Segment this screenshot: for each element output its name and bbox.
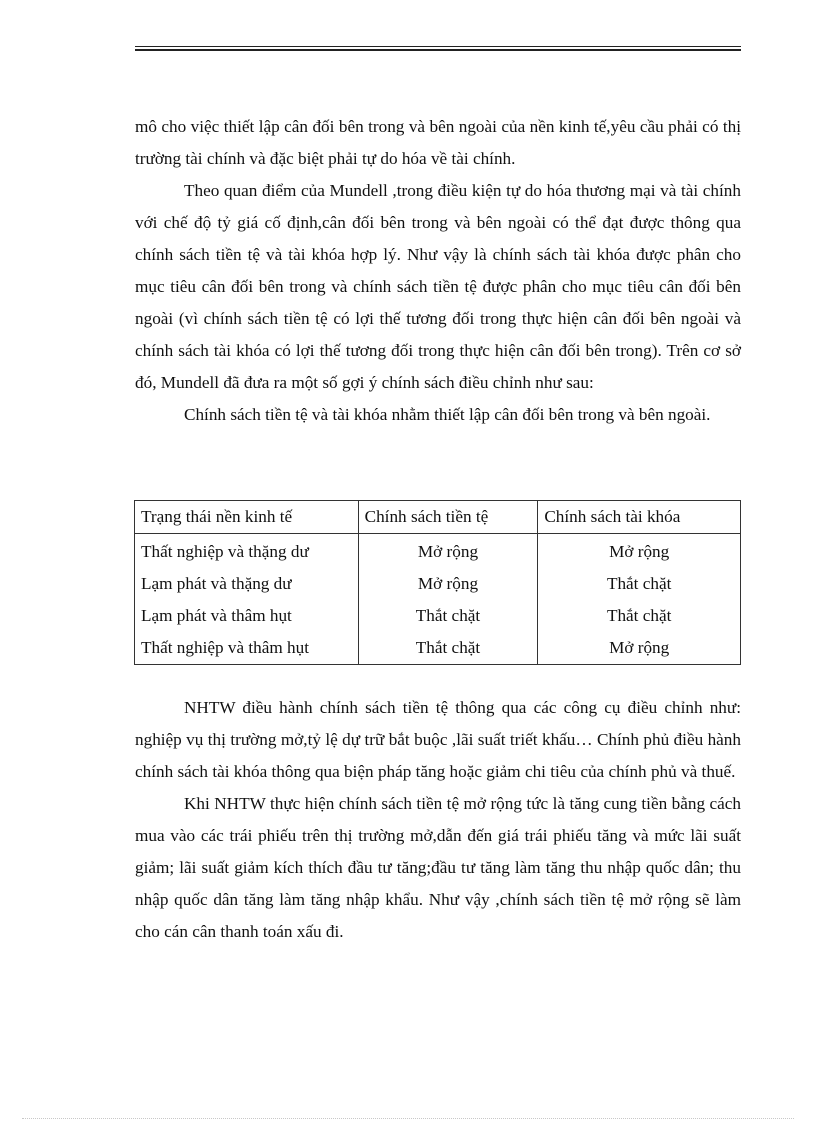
paragraph-table-caption: Chính sách tiền tệ và tài khóa nhằm thiết lập cân đối bên trong và bên ngoài. <box>184 405 711 424</box>
table-row <box>135 534 741 569</box>
policy-table <box>134 500 741 665</box>
table-cell-fiscal: Thắt chặt <box>538 600 741 632</box>
table-cell-state: Lạm phát và thặng dư <box>135 568 359 600</box>
table-cell-monetary: Thắt chặt <box>358 600 538 632</box>
table-cell-monetary: Thắt chặt <box>358 632 538 665</box>
table-cell-fiscal: Mở rộng <box>538 632 741 665</box>
table-row <box>135 600 741 632</box>
table-cell-state: Thất nghiệp và thặng dư <box>135 534 359 569</box>
table-cell-state: Thất nghiệp và thâm hụt <box>135 632 359 665</box>
header-rule-top <box>135 46 741 47</box>
table-header-cell: Trạng thái nền kinh tế <box>135 501 359 534</box>
footer-dotted-rule <box>22 1118 794 1119</box>
body-text-top <box>135 111 741 431</box>
table-row <box>135 568 741 600</box>
policy-table-container <box>134 500 741 665</box>
table-header-row <box>135 501 741 534</box>
paragraph-continuation: mô cho việc thiết lập cân đối bên trong và bên ngoài của nền kinh tế,yêu cầu phải có thị trường tài chính và đặc biệt phải tự do hóa về tài chính. <box>135 117 741 168</box>
table-header-cell: Chính sách tiền tệ <box>358 501 538 534</box>
table-cell-state: Lạm phát và thâm hụt <box>135 600 359 632</box>
table-cell-monetary: Mở rộng <box>358 534 538 569</box>
paragraph-mundell-view: Theo quan điểm của Mundell ,trong điều kiện tự do hóa thương mại và tài chính với chế độ tỷ giá cố định,cân đối bên trong và bên ngoài có thể đạt được thông qua chính sách tiền tệ và tài khóa hợp lý. Như vậy là chính sách tài khóa được phân cho mục tiêu cân đối bên trong và chính sách tiền tệ được phân cho mục tiêu cân đối bên ngoài (vì chính sách tiền tệ có lợi thế tương đối trong thực hiện cân đối bên ngoài và chính sách tài khóa có lợi thế tương đối trong thực hiện cân đối bên trong). Trên cơ sở đó, Mundell đã đưa ra một số gợi ý chính sách điều chỉnh như sau: <box>135 181 741 392</box>
paragraph-nhtw-tools: NHTW điều hành chính sách tiền tệ thông qua các công cụ điều chỉnh như: nghiệp vụ thị trường mở,tỷ lệ dự trữ bắt buộc ,lãi suất triết khấu… Chính phủ điều hành chính sách tài khóa thông qua biện pháp tăng hoặc giảm chi tiêu của chính phủ và thuế. <box>135 698 741 781</box>
table-cell-monetary: Mở rộng <box>358 568 538 600</box>
header-rule-bottom <box>135 49 741 51</box>
table-cell-fiscal: Mở rộng <box>538 534 741 569</box>
body-text-bottom <box>135 692 741 948</box>
table-cell-fiscal: Thắt chặt <box>538 568 741 600</box>
table-header-cell: Chính sách tài khóa <box>538 501 741 534</box>
paragraph-expansionary-policy: Khi NHTW thực hiện chính sách tiền tệ mở rộng tức là tăng cung tiền bằng cách mua vào các trái phiếu trên thị trường mở,dẫn đến giá trái phiếu tăng và mức lãi suất giảm; lãi suất giảm kích thích đầu tư tăng;đầu tư tăng làm tăng thu nhập quốc dân; thu nhập quốc dân tăng làm tăng nhập khẩu. Như vậy ,chính sách tiền tệ mở rộng sẽ làm cho cán cân thanh toán xấu đi. <box>135 794 741 941</box>
table-row <box>135 632 741 665</box>
